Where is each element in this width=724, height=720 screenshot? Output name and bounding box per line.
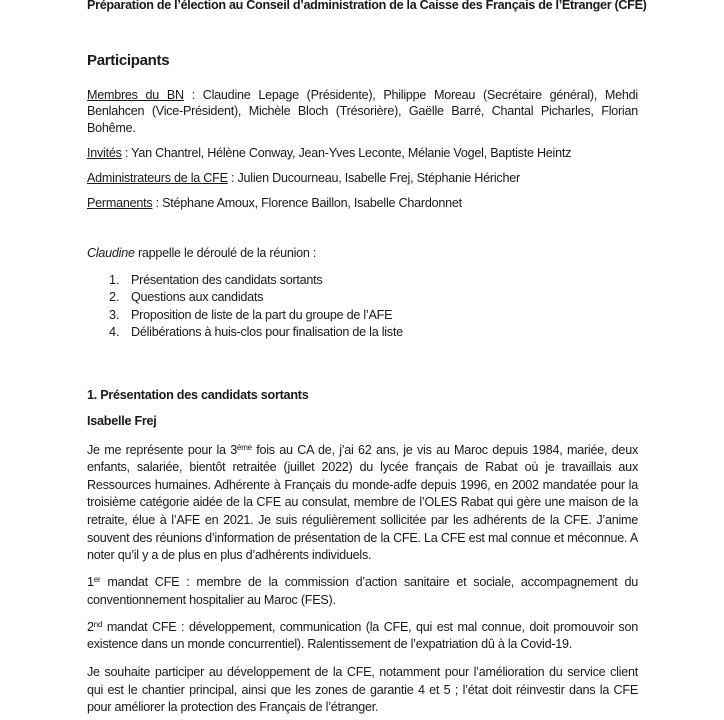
para-1-line-6: souvent des réunions d’information de présentation de la CFE. La CFE est mal connue et méconnue. A: [87, 531, 638, 545]
para-3-line-1: [87, 619, 638, 635]
section-1-heading: 1. Présentation des candidats sortants: [87, 388, 309, 402]
para-2-line-1: [87, 574, 638, 590]
permanents-line: [87, 195, 638, 211]
para-4-line-3: pour améliorer la protection des Français de l’étranger.: [87, 700, 379, 714]
membres-text-1: : Claudine Lepage (Présidente), Philippe Moreau (Secrétaire général), Mehdi: [183, 88, 638, 102]
invites-label: Invités: [87, 146, 122, 160]
agenda-item-number: 1.: [109, 273, 120, 287]
agenda-intro: [87, 245, 638, 261]
agenda-item-number: 2.: [109, 290, 120, 304]
membres-line-3: Bohême.: [87, 121, 136, 135]
invites-line: [87, 145, 638, 161]
agenda-item-number: 4.: [109, 325, 120, 339]
para-1-superscript: ème: [237, 443, 252, 452]
membres-line-1: [87, 87, 638, 103]
para-1-text-b: fois au CA de, j’ai 62 ans, je vis au Maroc depuis 1984, mariée, deux: [251, 443, 638, 457]
para-2-text-a: 1: [87, 575, 94, 589]
para-1-line-1: [87, 442, 638, 458]
administrateurs-text: : Julien Ducourneau, Isabelle Frej, Stéphanie Héricher: [227, 171, 520, 185]
para-3-text-b: mandat CFE : développement, communication (la CFE, qui est mal connue, doit promouvoir son: [102, 620, 638, 634]
para-1-line-7: noter qu’il y a de plus en plus d’adhérents individuels.: [87, 548, 372, 562]
para-4-line-1: Je souhaite participer au développement de la CFE, notamment pour l’amélioration du service client: [87, 665, 638, 679]
para-1-line-5: retraite, élue à l’AFE en 2021. Je suis régulièrement sollicitée par les adhérents de la CFE. J’anime: [87, 513, 638, 527]
membres-label: Membres du BN: [87, 88, 184, 102]
administrateurs-line: [87, 170, 638, 186]
administrateurs-label: Administrateurs de la CFE: [87, 171, 228, 185]
agenda-intro-name: Claudine: [87, 246, 135, 260]
permanents-label: Permanents: [87, 196, 153, 210]
para-4-line-2: qui est le chantier principal, ainsi que les zones de garantie 4 et 5 ; l’état doit réinvestir dans la CFE: [87, 683, 638, 697]
invites-text: : Yan Chantrel, Hélène Conway, Jean-Yves Leconte, Mélanie Vogel, Baptiste Heintz: [121, 146, 572, 160]
participants-heading: Participants: [87, 52, 170, 69]
agenda-item-text: Proposition de liste de la part du groupe de l’AFE: [131, 308, 393, 322]
para-2-line-2: conventionnement hospitalier au Maroc (FES).: [87, 593, 336, 607]
agenda-item-text: Présentation des candidats sortants: [131, 273, 323, 287]
para-3-text-a: 2: [87, 620, 94, 634]
para-2-superscript: er: [93, 575, 101, 584]
para-3-line-2: existence dans un monde concurrentiel). Ralentissement de l’expatriation dû à la Covid-19.: [87, 637, 573, 651]
para-1-text-a: Je me représente pour la 3: [87, 443, 237, 457]
para-1-line-4: troisième catégorie aidée de la CFE au consulat, membre de l’OLES Rabat qui gère une maison de la: [87, 495, 638, 509]
para-1-line-2: enfants, salariée, bientôt retraitée (juillet 2022) du lycée français de Rabat où je travaillais aux: [87, 460, 638, 474]
agenda-item-text: Délibérations à huis-clos pour finalisation de la liste: [131, 325, 403, 339]
para-3-superscript: nd: [93, 620, 103, 629]
agenda-intro-text: rappelle le déroulé de la réunion :: [134, 246, 317, 260]
agenda-item-number: 3.: [109, 308, 120, 322]
document-title: Préparation de l’élection au Conseil d’administration de la Caisse des Français de l’Etranger (CFE): [87, 0, 647, 12]
membres-line-2: Benlahcen (Vice-Président), Michèle Bloch (Trésorière), Gaëlle Barré, Chantal Picharles, Florian: [87, 104, 638, 118]
para-1-line-3: Ressources humaines. Adhérente à Français du monde-adfe depuis 1996, en 2002 mandatée pour la: [87, 478, 638, 492]
permanents-text: : Stéphane Amoux, Florence Baillon, Isabelle Chardonnet: [152, 196, 462, 210]
agenda-item-text: Questions aux candidats: [131, 290, 264, 304]
candidate-name: Isabelle Frej: [87, 414, 157, 428]
para-2-text-b: mandat CFE : membre de la commission d’action sanitaire et sociale, accompagnement du: [107, 575, 638, 589]
